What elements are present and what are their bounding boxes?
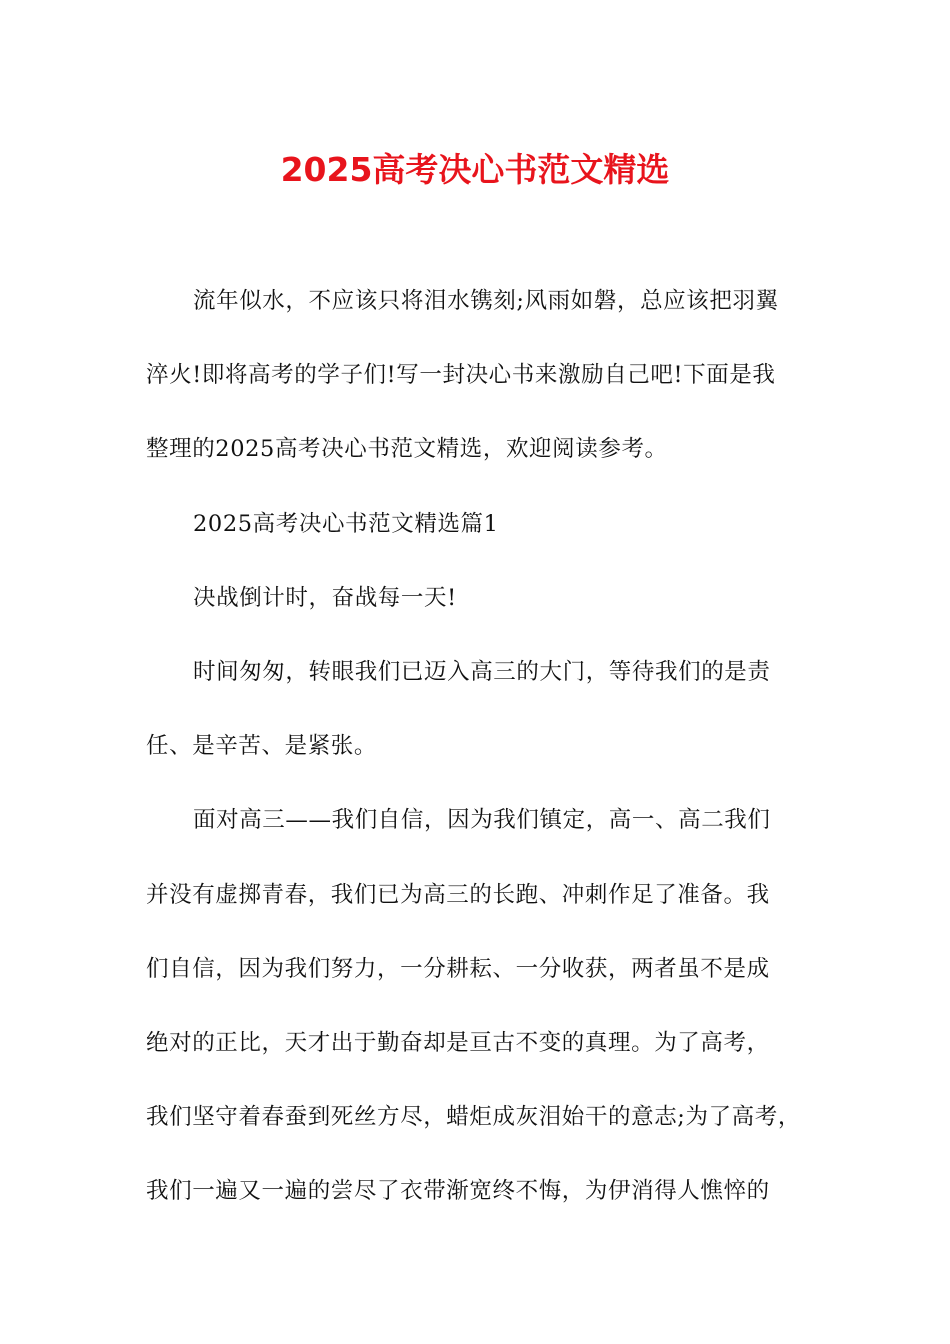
text-line: 淬火!即将高考的学子们!写一封决心书来激励自己吧!下面是我: [146, 362, 776, 389]
text-line: 决战倒计时，奋战每一天!: [193, 584, 457, 611]
text-line: 们自信，因为我们努力，一分耕耘、一分收获，两者虽不是成: [146, 955, 770, 982]
text-line: 绝对的正比，天才出于勤奋却是亘古不变的真理。为了高考，: [146, 1029, 770, 1056]
text-line: 整理的2025高考决心书范文精选，欢迎阅读参考。: [146, 436, 668, 463]
document-body: [146, 283, 826, 1247]
document-title: 2025高考决心书范文精选: [280, 150, 670, 189]
text-line: 任、是辛苦、是紧张。: [146, 733, 378, 760]
text-line: 流年似水，不应该只将泪水镌刻;风雨如磐，总应该把羽翼: [193, 288, 779, 314]
text-line: 面对高三——我们自信，因为我们镇定，高一、高二我们: [193, 807, 771, 834]
text-line: 2025高考决心书范文精选篇1: [193, 510, 499, 537]
text-line: 并没有虚掷青春，我们已为高三的长跑、冲刺作足了准备。我: [146, 881, 770, 908]
text-line: 时间匆匆，转眼我们已迈入高三的大门，等待我们的是责: [193, 658, 771, 685]
text-line: 我们坚守着春蚕到死丝方尽，蜡炬成灰泪始干的意志;为了高考，: [146, 1104, 801, 1131]
text-line: 我们一遍又一遍的尝尽了衣带渐宽终不悔，为伊消得人憔悴的: [146, 1178, 770, 1205]
